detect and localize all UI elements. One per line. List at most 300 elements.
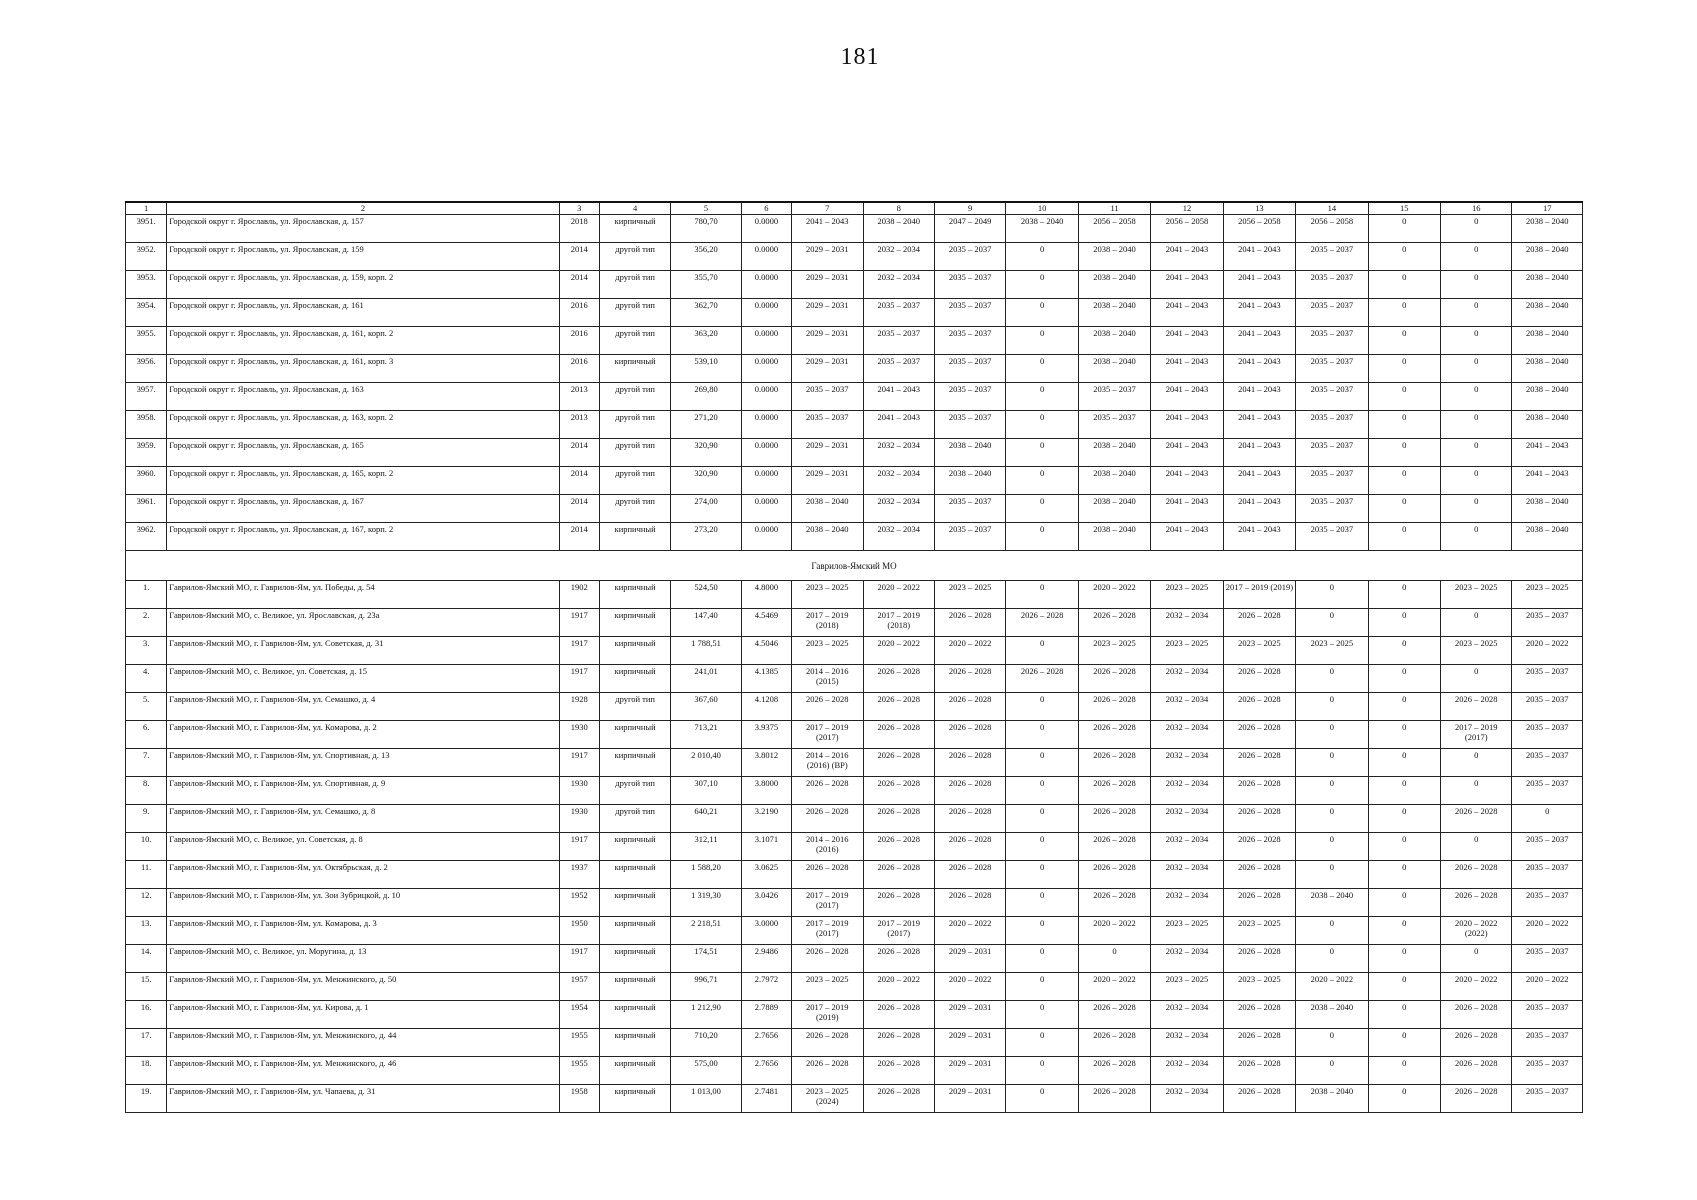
table-cell: 2038 – 2040 [1512,215,1583,243]
table-cell: 2032 – 2034 [1151,1029,1223,1057]
table-cell: 1952 [559,889,599,917]
table-cell: 2041 – 2043 [1223,439,1295,467]
table-cell: 2023 – 2025 [1151,917,1223,945]
table-cell: 0 [1296,665,1368,693]
table-cell: 1902 [559,581,599,609]
table-cell: 2035 – 2037 [1296,355,1368,383]
table-cell: 3955. [126,327,167,355]
table-cell: 2026 – 2028 [863,665,934,693]
table-cell: 3. [126,637,167,665]
table-cell: 2029 – 2031 [934,1057,1005,1085]
table-cell: Гаврилов-Ямский МО, г. Гаврилов-Ям, ул. Кирова, д. 1 [167,1001,559,1029]
table-cell: 3957. [126,383,167,411]
table-cell: 2032 – 2034 [863,467,934,495]
table-cell: 14. [126,945,167,973]
table-cell: 2035 – 2037 [1512,665,1583,693]
table-cell: 0 [1441,327,1512,355]
table-cell: 0 [1441,355,1512,383]
table-cell: 2035 – 2037 [934,411,1005,439]
table-cell: 0 [1441,523,1512,551]
table-cell: 1 319,30 [671,889,741,917]
table-cell: 2038 – 2040 [1078,495,1150,523]
table-cell: 2026 – 2028 [1078,861,1150,889]
table-row [126,243,1583,271]
table-cell: 0.0000 [741,523,791,551]
table-cell: 575,00 [671,1057,741,1085]
table-cell: Городской округ г. Ярославль, ул. Ярославская, д. 159, корп. 2 [167,271,559,299]
table-cell: 0 [1006,833,1078,861]
table-cell: 2026 – 2028 [934,721,1005,749]
table-cell: 2035 – 2037 [1512,1029,1583,1057]
table-cell: 355,70 [671,271,741,299]
table-cell: 2032 – 2034 [863,243,934,271]
table-cell: 2026 – 2028 [1078,693,1150,721]
table-cell: 2014 – 2016 (2015) [792,665,863,693]
table-cell: 2014 [559,495,599,523]
table-cell: 0 [1296,749,1368,777]
table-cell: 2.7481 [741,1085,791,1113]
table-cell: 1954 [559,1001,599,1029]
table-cell: 0 [1368,243,1440,271]
table-cell: кирпичный [599,1057,670,1085]
table-cell: 2023 – 2025 [792,581,863,609]
table-cell: 2020 – 2022 [1296,973,1368,1001]
table-cell: 2026 – 2028 [863,1057,934,1085]
table-cell: 2026 – 2028 [1441,1085,1512,1113]
table-row [126,495,1583,523]
table-cell: 0 [1368,439,1440,467]
table-cell: 3951. [126,215,167,243]
column-number-header: 3 [559,202,599,215]
table-cell: Городской округ г. Ярославль, ул. Ярославская, д. 157 [167,215,559,243]
table-cell: 4.1208 [741,693,791,721]
table-cell: 2013 [559,383,599,411]
table-cell: 2029 – 2031 [792,327,863,355]
table-cell: кирпичный [599,581,670,609]
table-cell: 2038 – 2040 [1512,243,1583,271]
table-cell: 3961. [126,495,167,523]
table-cell: 2026 – 2028 [1078,1001,1150,1029]
table-cell: 2020 – 2022 [934,973,1005,1001]
table-cell: 3958. [126,411,167,439]
table-cell: 2017 – 2019 (2018) [792,609,863,637]
table-cell: 0 [1368,917,1440,945]
table-cell: 2026 – 2028 [1078,1085,1150,1113]
table-cell: 2026 – 2028 [934,749,1005,777]
table-row [126,215,1583,243]
table-cell: 2038 – 2040 [792,495,863,523]
column-number-header: 8 [863,202,934,215]
table-cell: 2038 – 2040 [1512,523,1583,551]
table-cell: 2026 – 2028 [863,805,934,833]
column-number-header: 17 [1512,202,1583,215]
table-cell: 2035 – 2037 [1296,523,1368,551]
table-cell: 2038 – 2040 [1512,299,1583,327]
table-cell: 2023 – 2025 [1151,973,1223,1001]
table-cell: 3953. [126,271,167,299]
table-cell: 2020 – 2022 [1441,973,1512,1001]
table-cell: 2026 – 2028 [863,1085,934,1113]
table-cell: 2014 [559,243,599,271]
table-cell: 3.1071 [741,833,791,861]
table-cell: 2026 – 2028 [1223,861,1295,889]
table-cell: 2047 – 2049 [934,215,1005,243]
table-cell: 2032 – 2034 [1151,1001,1223,1029]
table-cell: 241,01 [671,665,741,693]
table-cell: 2035 – 2037 [863,355,934,383]
table-cell: 0 [1368,1001,1440,1029]
table-cell: 1917 [559,833,599,861]
table-cell: 0 [1296,609,1368,637]
table-cell: кирпичный [599,721,670,749]
table-cell: 1937 [559,861,599,889]
table-cell: 0 [1368,609,1440,637]
table-cell: 4.8000 [741,581,791,609]
table-cell: 7. [126,749,167,777]
table-cell: 2032 – 2034 [863,523,934,551]
table-cell: 2041 – 2043 [1151,299,1223,327]
table-cell: 2026 – 2028 [863,1001,934,1029]
table-cell: 2023 – 2025 [1223,637,1295,665]
table-cell: 2026 – 2028 [1078,609,1150,637]
table-cell: 2035 – 2037 [1512,693,1583,721]
table-cell: 0 [1441,777,1512,805]
table-cell: 2017 – 2019 (2019) [792,1001,863,1029]
table-cell: 2041 – 2043 [1223,467,1295,495]
table-cell: 2017 – 2019 (2018) [863,609,934,637]
table-cell: 3.2190 [741,805,791,833]
table-cell: 0 [1006,637,1078,665]
table-cell: 2032 – 2034 [1151,889,1223,917]
table-cell: 1930 [559,777,599,805]
table-cell: кирпичный [599,973,670,1001]
table-cell: 2020 – 2022 [934,637,1005,665]
column-number-header: 4 [599,202,670,215]
table-row [126,973,1583,1001]
table-cell: 2020 – 2022 [1078,917,1150,945]
table-cell: 996,71 [671,973,741,1001]
table-cell: 15. [126,973,167,1001]
table-cell: 2035 – 2037 [934,327,1005,355]
table-cell: 0 [1441,411,1512,439]
table-cell: кирпичный [599,1001,670,1029]
table-cell: 2041 – 2043 [792,215,863,243]
table-cell: 2017 – 2019 (2017) [792,917,863,945]
table-cell: 2020 – 2022 [934,917,1005,945]
table-cell: 0 [1441,271,1512,299]
table-cell: 2026 – 2028 [1223,1001,1295,1029]
table-cell: 2032 – 2034 [1151,861,1223,889]
table-cell: 0 [1006,299,1078,327]
table-row [126,1057,1583,1085]
table-cell: кирпичный [599,215,670,243]
table-cell: 2 218,51 [671,917,741,945]
table-cell: Гаврилов-Ямский МО, с. Великое, ул. Ярославская, д. 23а [167,609,559,637]
table-cell: 0 [1296,721,1368,749]
table-cell: 274,00 [671,495,741,523]
table-cell: 2026 – 2028 [1223,721,1295,749]
table-cell: 710,20 [671,1029,741,1057]
table-cell: 0 [1006,581,1078,609]
table-cell: 2041 – 2043 [1151,383,1223,411]
table-cell: 0 [1441,243,1512,271]
table-cell: Городской округ г. Ярославль, ул. Ярославская, д. 161 [167,299,559,327]
table-cell: кирпичный [599,355,670,383]
table-cell: другой тип [599,271,670,299]
table-cell: 1950 [559,917,599,945]
table-cell: 2032 – 2034 [1151,1057,1223,1085]
table-cell: другой тип [599,467,670,495]
table-cell: 2023 – 2025 [1151,581,1223,609]
table-cell: 3952. [126,243,167,271]
column-number-header: 5 [671,202,741,215]
table-cell: 2018 [559,215,599,243]
table-cell: 2032 – 2034 [1151,945,1223,973]
table-cell: 2026 – 2028 [934,833,1005,861]
table-cell: Гаврилов-Ямский МО, г. Гаврилов-Ям, ул. Менжинского, д. 50 [167,973,559,1001]
table-cell: 0 [1006,917,1078,945]
table-cell: 0 [1006,749,1078,777]
table-cell: другой тип [599,693,670,721]
table-cell: 2029 – 2031 [934,1085,1005,1113]
table-cell: 4. [126,665,167,693]
table-cell: 2038 – 2040 [863,215,934,243]
section-title: Гаврилов-Ямский МО [126,551,1583,581]
table-cell: 780,70 [671,215,741,243]
table-cell: 3.9375 [741,721,791,749]
table-cell: другой тип [599,495,670,523]
table-cell: 2041 – 2043 [1223,523,1295,551]
table-cell: другой тип [599,777,670,805]
table-cell: 2020 – 2022 [1078,973,1150,1001]
table-cell: 2041 – 2043 [1512,439,1583,467]
table-cell: 2026 – 2028 [1006,665,1078,693]
table-cell: 2038 – 2040 [934,467,1005,495]
table-cell: 2041 – 2043 [1151,439,1223,467]
table-cell: Городской округ г. Ярославль, ул. Ярославская, д. 163, корп. 2 [167,411,559,439]
table-cell: 4.5046 [741,637,791,665]
column-number-header: 14 [1296,202,1368,215]
table-cell: 2029 – 2031 [792,299,863,327]
table-cell: 0 [1078,945,1150,973]
table-cell: 0 [1006,889,1078,917]
table-row [126,271,1583,299]
table-cell: 6. [126,721,167,749]
table-cell: 3.0625 [741,861,791,889]
table-cell: 2035 – 2037 [1296,299,1368,327]
table-cell: 2026 – 2028 [934,693,1005,721]
table-cell: 8. [126,777,167,805]
table-cell: 0 [1296,581,1368,609]
table-cell: 2014 [559,523,599,551]
table-cell: 2038 – 2040 [792,523,863,551]
table-cell: 2023 – 2025 (2024) [792,1085,863,1113]
table-cell: 269,80 [671,383,741,411]
table-cell: 0 [1296,1029,1368,1057]
table-cell: 4.5469 [741,609,791,637]
table-cell: 1958 [559,1085,599,1113]
table-cell: 0 [1006,805,1078,833]
table-cell: 1 013,00 [671,1085,741,1113]
table-cell: 0 [1006,327,1078,355]
table-cell: 1 788,51 [671,637,741,665]
table-body [126,215,1583,1113]
table-cell: 2029 – 2031 [792,439,863,467]
table-cell: 18. [126,1057,167,1085]
table-cell: 0 [1296,777,1368,805]
table-cell: Гаврилов-Ямский МО, г. Гаврилов-Ям, ул. Менжинского, д. 44 [167,1029,559,1057]
table-cell: 5. [126,693,167,721]
table-cell: 0 [1441,215,1512,243]
table-cell: 2026 – 2028 [1078,665,1150,693]
table-cell: 0 [1006,355,1078,383]
table-cell: 0 [1006,777,1078,805]
table-cell: 2038 – 2040 [1296,889,1368,917]
table-cell: 3959. [126,439,167,467]
table-row [126,411,1583,439]
table-cell: 2026 – 2028 [1078,833,1150,861]
table-cell: 2026 – 2028 [1223,749,1295,777]
table-cell: 2035 – 2037 [792,383,863,411]
table-cell: 320,90 [671,439,741,467]
table-cell: 0 [1441,383,1512,411]
table-cell: 2017 – 2019 (2017) [863,917,934,945]
table-cell: 2029 – 2031 [934,945,1005,973]
table-cell: 2035 – 2037 [934,495,1005,523]
table-cell: 0 [1368,327,1440,355]
table-cell: 0 [1368,749,1440,777]
table-cell: 2026 – 2028 [1441,693,1512,721]
table-cell: 0 [1006,973,1078,1001]
table-cell: 2038 – 2040 [1512,495,1583,523]
table-cell: 2029 – 2031 [934,1029,1005,1057]
table-row [126,693,1583,721]
table-cell: 367,60 [671,693,741,721]
table-cell: 2026 – 2028 [934,665,1005,693]
table-cell: 2035 – 2037 [1512,749,1583,777]
table-cell: 2026 – 2028 [1223,805,1295,833]
table-cell: 2041 – 2043 [1223,355,1295,383]
table-cell: 2026 – 2028 [863,889,934,917]
table-row [126,1085,1583,1113]
table-cell: 2020 – 2022 (2022) [1441,917,1512,945]
table-cell: 2032 – 2034 [1151,833,1223,861]
table-cell: 2038 – 2040 [1512,271,1583,299]
table-cell: 2038 – 2040 [1296,1001,1368,1029]
table-cell: 0 [1296,833,1368,861]
table-cell: Гаврилов-Ямский МО, г. Гаврилов-Ям, ул. Комарова, д. 3 [167,917,559,945]
table-cell: 2038 – 2040 [1512,411,1583,439]
column-number-header: 15 [1368,202,1440,215]
table-cell: 2035 – 2037 [1512,721,1583,749]
table-cell: 2035 – 2037 [1296,383,1368,411]
table-cell: 0.0000 [741,243,791,271]
table-cell: 0 [1368,833,1440,861]
table-cell: 2041 – 2043 [1151,411,1223,439]
table-cell: 2023 – 2025 [1223,917,1295,945]
table-cell: 2038 – 2040 [1078,523,1150,551]
table-cell: 2.7656 [741,1057,791,1085]
table-cell: 363,20 [671,327,741,355]
column-number-header: 7 [792,202,863,215]
table-cell: 1 588,20 [671,861,741,889]
column-number-header: 11 [1078,202,1150,215]
table-cell: 3.0426 [741,889,791,917]
table-row [126,721,1583,749]
table-cell: 0 [1006,467,1078,495]
table-cell: 2026 – 2028 [934,861,1005,889]
table-cell: 2026 – 2028 [863,721,934,749]
table-cell: 17. [126,1029,167,1057]
table-cell: Гаврилов-Ямский МО, г. Гаврилов-Ям, ул. Комарова, д. 2 [167,721,559,749]
table-cell: 2035 – 2037 [1296,495,1368,523]
table-cell: 2035 – 2037 [863,327,934,355]
table-row [126,439,1583,467]
table-row [126,833,1583,861]
table-cell: 2026 – 2028 [1006,609,1078,637]
column-number-header: 2 [167,202,559,215]
table-cell: 2020 – 2022 [1078,581,1150,609]
table-cell: Гаврилов-Ямский МО, г. Гаврилов-Ям, ул. Советская, д. 31 [167,637,559,665]
table-cell: 320,90 [671,467,741,495]
table-cell: 0 [1441,495,1512,523]
table-cell: 2056 – 2058 [1078,215,1150,243]
table-cell: 2026 – 2028 [863,693,934,721]
table-cell: 2026 – 2028 [792,777,863,805]
table-cell: кирпичный [599,945,670,973]
table-cell: 2035 – 2037 [1296,271,1368,299]
table-row [126,889,1583,917]
housing-registry-table [125,201,1583,1113]
table-row [126,917,1583,945]
table-cell: 0 [1368,721,1440,749]
table-cell: 2023 – 2025 [934,581,1005,609]
table-cell: Гаврилов-Ямский МО, г. Гаврилов-Ям, ул. Спортивная, д. 13 [167,749,559,777]
table-cell: 0 [1441,439,1512,467]
table-cell: 2041 – 2043 [1223,299,1295,327]
table-cell: 0 [1368,1057,1440,1085]
table-cell: 713,21 [671,721,741,749]
column-number-header: 10 [1006,202,1078,215]
table-cell: 2026 – 2028 [1078,805,1150,833]
table-row [126,637,1583,665]
table-cell: 2035 – 2037 [792,411,863,439]
table-cell: 0 [1368,299,1440,327]
table-cell: 2035 – 2037 [1512,609,1583,637]
table-cell: 2023 – 2025 [1078,637,1150,665]
table-cell: кирпичный [599,833,670,861]
table-cell: 0 [1368,215,1440,243]
table-cell: 2023 – 2025 [1296,637,1368,665]
table-cell: 0 [1368,777,1440,805]
table-cell: 0.0000 [741,495,791,523]
table-cell: 2023 – 2025 [1512,581,1583,609]
table-row [126,777,1583,805]
table-row [126,945,1583,973]
table-row [126,355,1583,383]
table-row [126,467,1583,495]
table-cell: 1957 [559,973,599,1001]
table-cell: 2032 – 2034 [1151,665,1223,693]
table-cell: 2035 – 2037 [1512,889,1583,917]
table-cell: 2032 – 2034 [1151,693,1223,721]
table-cell: 0.0000 [741,215,791,243]
table-cell: 2020 – 2022 [863,581,934,609]
table-cell: 0 [1368,973,1440,1001]
table-cell: 2026 – 2028 [863,945,934,973]
table-cell: 2041 – 2043 [1223,327,1295,355]
table-cell: кирпичный [599,665,670,693]
